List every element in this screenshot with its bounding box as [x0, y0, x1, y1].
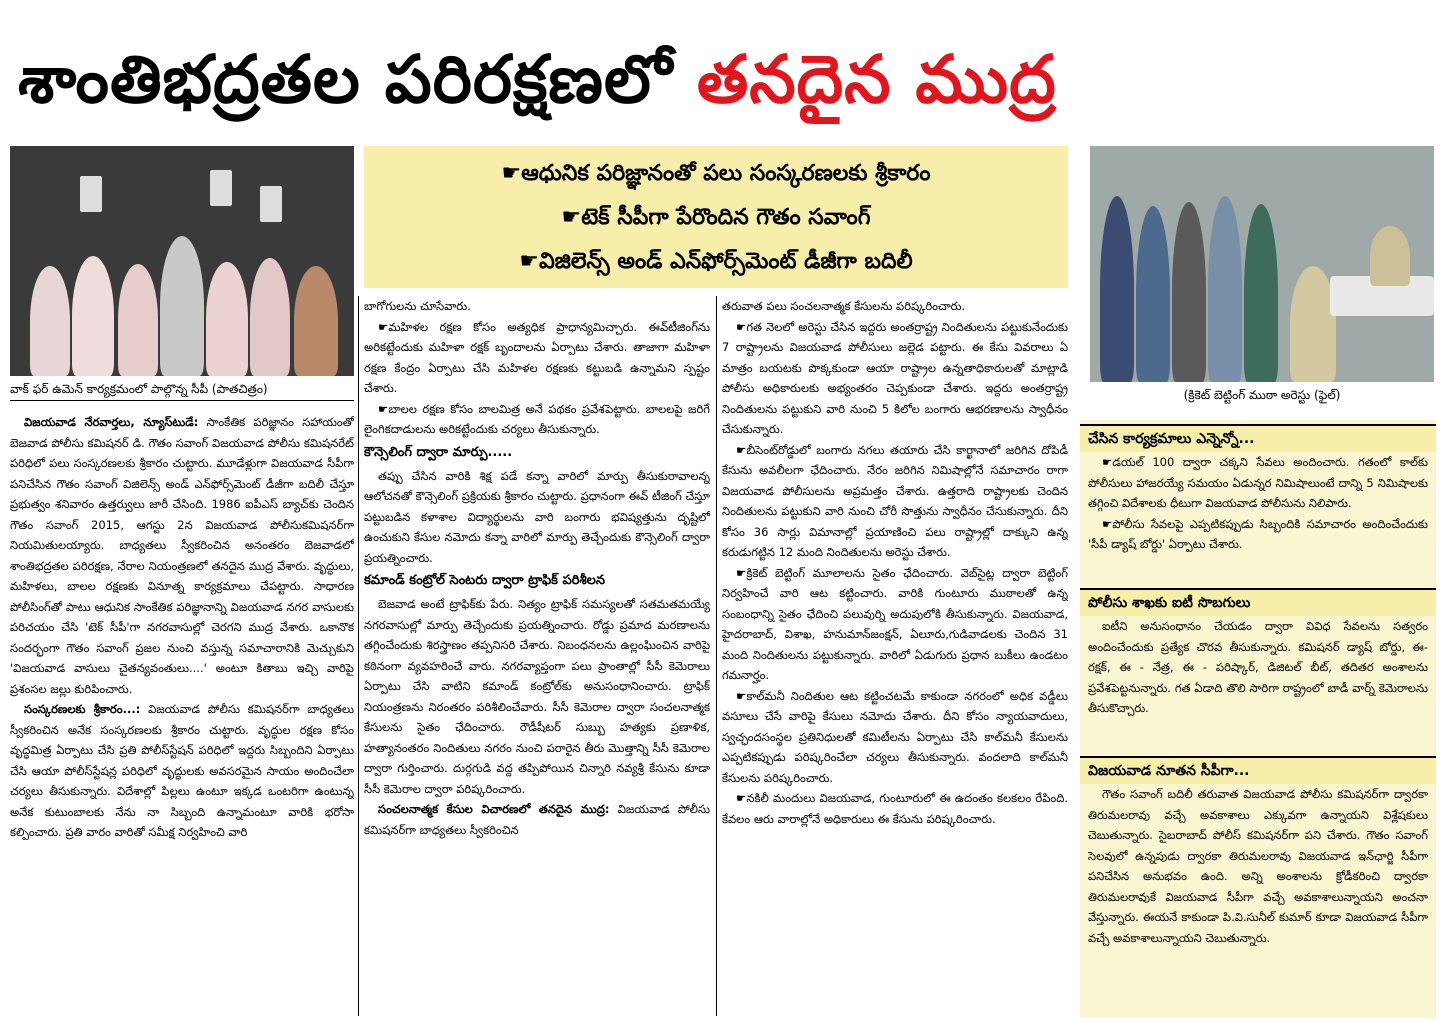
- headline-red: తనదైన ముద్ర: [696, 41, 1057, 118]
- left-photo-caption: వాక్ ఫర్ ఉమెన్ కార్యక్రమంలో పాల్గొన్న సీపీ (పాతచిత్రం): [10, 382, 268, 396]
- col1-subhead-1: సంస్కరణలకు శ్రీకారం...:: [24, 702, 141, 716]
- highlight-2: ☛ టెక్ సీపీగా పేరొందిన గౌతం సవాంగ్: [374, 196, 1058, 240]
- dateline: విజయవాడ నేరవార్తలు, న్యూస్‌టుడే:: [24, 415, 199, 429]
- box-programs-body: [1088, 452, 1428, 582]
- col3-paragraph-6: నకిలీ మందులు విజయవాడ, గుంటూరులో ఈ ఉదంతం కలకలం రేపింది. కేవలం ఆరు వారాల్లోనే అధికారులు ఈ కేసును పరిష్కరించారు.: [722, 791, 1068, 826]
- col3-paragraph-3: బీసెంట్‌రోడ్డులో బంగారు నగలు తయారు చేసి కార్ఖానాలో జరిగిన దోపిడీ కేసును అవలీలగా ఛేదించారు. నేరం జరిగిన నిమిషాల్లోనే సమాచారం రాగా విజయవాడ పోలీసులను అప్రమత్తం చేశారు. ఉత్తరాది రాష్ట్రాలకు చెందిన నిందితులను పట్టుకుని వారి నుంచి చోరీ సొత్తును స్వాధీనం చేసుకున్నారు. దీని కోసం 36 సార్లు విమానాల్లో ప్రయాణించి పలు రాష్ట్రాల్లో దాక్కుని ఉన్న కరుడుగట్టిన 12 మంది నిందితులను అరెస్టు చేశారు.: [722, 442, 1068, 559]
- col2-paragraph-1: బాగోగులను చూసేవారు.: [364, 299, 471, 313]
- column-2: [364, 296, 710, 1016]
- col1-paragraph-1: సాంకేతిక పరిజ్ఞానం సహాయంతో బెజవాడ పోలీసు కమిషనర్ డి. గౌతం సవాంగ్ విజయవాడ పోలీసు కమిషనరేట్ పరిధిలో పలు సంస్కరణలకు శ్రీకారం చుట్టారు. మూడేళ్లుగా విజయవాడ సీపీగా పనిచేసిన గౌతం సవాంగ్ విజిలెన్స్ అండ్ ఎన్‌ఫోర్స్‌మెంట్ డీజీగా బదిలీ చేస్తూ ప్రభుత్వం శనివారం ఉత్తర్వులు జారీ చేసింది. 1986 ఐపీఎస్ బ్యాచ్‌కు చెందిన గౌతం సవాంగ్ 2015, ఆగస్టు 2న విజయవాడ పోలీసుకమిషనర్‌గా నియమితులయ్యారు. బాధ్యతలు స్వీకరించిన అనంతరం బెజవాడలో శాంతిభద్రతల పరిరక్షణ, నేరాల నియంత్రణలో తనదైన ముద్ర వేశారు. వృద్ధులు, మహిళలు, బాలల రక్షణకు వినూత్న కార్యక్రమాలు చేపట్టారు. సాధారణ పోలీసింగ్‌తో పాటు ఆధునిక సాంకేతిక పరిజ్ఞానాన్ని విజయవాడ నగర వాసులకు పరిచయం చేసి 'టెక్ సీపీ'గా నగరవాసుల్లో చెరగని ముద్ర వేశారు. ఒకానొక సందర్భంగా గౌతం సవాంగ్ ప్రజల నుంచి వస్తున్న సమాచారానికి మెచ్చుకుని 'విజయవాడ వాసులు చైతన్యవంతులు....' అంటూ కితాబు ఇచ్చి వారిపై ప్రశంసల జల్లు కురిపించారు.: [10, 415, 354, 696]
- highlight-1: ☛ ఆధునిక పరిజ్ఞానంతో పలు సంస్కరణలకు శ్రీకారం: [374, 152, 1058, 196]
- column-3: [722, 296, 1068, 1016]
- left-photo: [10, 146, 354, 376]
- col2-paragraph-4: తప్పు చేసిన వారికి శిక్ష పడే కన్నా వారిలో మార్పు తీసుకురావాలన్న ఆలోచనతో కౌన్సెలింగ్ ప్రక్రియకు శ్రీకారం చుట్టారు. ప్రధానంగా ఈవ్ టీజింగ్ చేస్తూ పట్టుబడిన కళాశాల విద్యార్థులను వారి బంగారు భవిష్యత్తును దృష్టిలో ఉంచుకుని కేసుల నమోదు కన్నా వారిలో మార్పు తెచ్చేందుకు కౌన్సెలింగ్ ద్వారా ప్రయత్నించారు.: [364, 468, 710, 565]
- column-rule: [716, 296, 717, 1016]
- col2-paragraph-6: విజయవాడ పోలీసు కమిషనర్‌గా బాధ్యతలు స్వీకరించిన: [364, 802, 710, 837]
- highlights-box: [364, 146, 1068, 288]
- programs-bullet-1: డయల్ 100 ద్వారా చక్కని సేవలు అందించారు. గతంలో కాల్‌కు పోలీసులు హాజరయ్యే సమయం ఏడున్నర నిమిషాలుంటే దాన్ని 5 నిమిషాలకు తగ్గించి విదేశాలకు ధీటుగా విజయవాడ పోలీసును నిలిపారు.: [1088, 455, 1428, 510]
- box-head-programs: చేసిన కార్యక్రమాలు ఎన్నెన్నో...: [1080, 424, 1436, 452]
- it-paragraph: ఐటీని అనుసంధానం చేయడం ద్వారా వివిధ సేవలను సత్వరం అందించేందుకు ప్రత్యేక చొరవ తీసుకున్నారు. కమిషనర్ డ్యాష్ బోర్డు, ఈ- రక్షక్, ఈ - నేత్ర, ఈ - పరిష్కార్, డిజిటల్ బీట్, తదితర అంశాలను ప్రవేశపెట్టనున్నారు. గత ఏడాది తొలి సారిగా రాష్ట్రంలో బాడీ వార్న్ కెమెరాలను తీసుకొచ్చారు.: [1088, 619, 1428, 715]
- box-head-it: పోలీసు శాఖకు ఐటీ సొబగులు: [1080, 588, 1436, 616]
- box-new-cp-body: [1088, 784, 1428, 1016]
- programs-bullet-2: పోలీసు సేవలపై ఎప్పటికప్పుడు సిబ్బందికి సమాచారం అందించేందుకు 'సీపీ డ్యాష్ బోర్డు' ఏర్పాటు చేశారు.: [1088, 516, 1428, 551]
- new-cp-paragraph: గౌతం సవాంగ్ బదిలీ తరువాత విజయవాడ పోలీసు కమిషనర్‌గా ద్వారకా తిరుమలరావు వచ్చే అవకాశాలు ఎక్కువగా ఉన్నాయని విశ్లేషకులు చెబుతున్నారు. సైబరాబాద్ పోలీస్ కమిషనర్‌గా పని చేశారు. గౌతం సవాంగ్ సెలవులో ఉన్నపుడు ద్వారకా తిరుమలరావు విజయవాడ ఇన్‌ఛార్జి సీపీగా పనిచేసిన అనుభవం ఉంది. అన్ని అంశాలను క్రోడీకరించి ద్వారకా తిరుమలరావుకే విజయవాడ సీపీగా వచ్చే అవకాశాలున్నాయని అంచనా వేస్తున్నారు. ఈయనే కాకుండా పి.వి.సునీల్ కుమార్ కూడా విజయవాడ సీపీగా వచ్చే అవకాశాలున్నాయని చెబుతున్నారు.: [1088, 787, 1428, 945]
- box-head-new-cp: విజయవాడ నూతన సీపీగా...: [1080, 756, 1436, 784]
- headline-black: శాంతిభద్రతల పరిరక్షణలో: [18, 41, 673, 118]
- column-rule: [358, 296, 359, 1016]
- col1-paragraph-2: విజయవాడ పోలీసు కమిషనర్‌గా బాధ్యతలు స్వీకరించిన అనేక సంస్కరణలకు శ్రీకారం చుట్టారు. వృద్ధుల రక్షణ కోసం వృద్ధమిత్ర ఏర్పాటు చేసి ప్రతి పోలీస్‌స్టేషన్ పరిధిలో ఇద్దరు సిబ్బందిని ఏర్పాటు చేసి ఆయా పోలీస్‌స్టేషన్ల పరిధిలో వృద్ధులకు అవసరమైన సాయం అందించేలా చర్యలు తీసుకున్నారు. విదేశాల్లో పిల్లలు ఉంటూ ఇక్కడ ఒంటరిగా ఉంటున్న అనేక కుటుంబాలకు నేను నా సిబ్బంది ఉన్నామంటూ వారికి భరోసా కల్పించారు. ప్రతి వారం వారితో సమీక్ష నిర్వహించి వారి: [10, 702, 354, 839]
- col3-paragraph-4: క్రికెట్ బెట్టింగ్ మూలాలను సైతం ఛేదించారు. వెబ్‌సైట్ల ద్వారా బెట్టింగ్ నిర్వహించే వారి ఆట కట్టించారు. వారికి గుంటూరు ముఠాలతో ఉన్న సంబంధాన్ని సైతం ఛేదించి పలువుర్ని అదుపులోకి తీసుకున్నారు. విజయవాడ, హైదరాబాద్, విశాఖ, హనుమాన్‌జంక్షన్, ఏలూరు,గుడివాడలకు చెందిన 31 మంది నిందితులను పట్టుకున్నారు. వారిలో ఏడుగురు ప్రధాన బుకీలు ఉండటం గమనార్హం.: [722, 565, 1068, 682]
- col2-subhead-counselling: కౌన్సెలింగ్ ద్వారా మార్పు.....: [364, 444, 513, 460]
- col2-paragraph-3: బాలల రక్షణ కోసం బాలమిత్ర అనే పథకం ప్రవేశపెట్టారు. బాలలపై జరిగే లైంగికదాడులను అరికట్టేందుకు చర్యలు తీసుకున్నారు.: [364, 401, 710, 436]
- col2-paragraph-5: బెజవాడ అంటే ట్రాఫిక్‌కు పేరు. నిత్యం ట్రాఫిక్ సమస్యలతో సతమతమయ్యే నగరవాసుల్లో మార్పు తెచ్చేందుకు ప్రయత్నించారు. రోడ్డు ప్రమాద మరణాలను తగ్గించేందుకు శిరస్త్రాణం తప్పనిసరి చేశారు. నిబంధనలను ఉల్లంఘించిన వారిపై కఠినంగా వ్యవహరించే వారు. నగరవ్యాప్తంగా పలు ప్రాంతాల్లో సీసీ కెమెరాలు ఏర్పాటు చేసి వాటిని కమాండ్ కంట్రోల్‌కు అనుసంధానించారు. ట్రాఫిక్ నియంత్రణను నిరంతరం పరిశీలించేవారు. సీసీ కెమెరాల ద్వారా సంచలనాత్మక కేసులను సైతం ఛేదించారు. రౌడీషీటర్ సుబ్బు హత్యకు ప్రణాళిక, హత్యానంతరం నిందితులు నగరం నుంచి పరారైన తీరు మొత్తాన్ని సీసీ కెమెరాల ద్వారా గుర్తించారు. దుర్గగుడి వద్ద తప్పిపోయిన చిన్నారి నవ్యశ్రీ కేసును కూడా సీసీ కెమెరాల ద్వారా పరిష్కరించారు.: [364, 597, 710, 796]
- col3-paragraph-2: గత నెలలో అరెస్టు చేసిన ఇద్దరు అంతర్రాష్ట్ర నిందితులను పట్టుకునేందుకు 7 రాష్ట్రాలను విజయవాడ పోలీసులు జల్లెడ పట్టారు. ఈ కేసు వివరాలు ఏ మాత్రం బయటకు పొక్కకుండా ఆయా రాష్ట్రాల ఉన్నతాధికారులతో మాట్లాడి పోలీసు అధికారులకు అభ్యంతరం చెప్పకుండా చేశారు. ఇద్దరు అంతర్రాష్ట్ర నిందితులను పట్టుకుని వారి నుంచి 5 కిలోల బంగారు ఆభరణాలను స్వాధీనం చేసుకున్నారు.: [722, 319, 1068, 436]
- col2-paragraph-2: మహిళల రక్షణ కోసం అత్యధిక ప్రాధాన్యమిచ్చారు. ఈవ్‌టీజింగ్‌ను అరికట్టేందుకు మహిళా రక్షక్ బృందాలను ఏర్పాటు చేశారు. తాజాగా మహిళా రక్షణ కేంద్రం ఏర్పాటు చేసి మహిళల రక్షణకు కట్టుబడి ఉన్నామని స్పష్టం చేశారు.: [364, 319, 710, 395]
- col2-subhead-sensational: సంచలనాత్మక కేసుల విచారణలో తనదైన ముద్ర:: [378, 802, 610, 816]
- headline: [18, 30, 1428, 130]
- col3-paragraph-5: కాల్‌మనీ నిందితుల ఆట కట్టించటమే కాకుండా నగరంలో అధిక వడ్డీలు వసూలు చేసే వారిపై కేసులు నమోదు చేశారు. దీని కోసం న్యాయవాదులు, స్వచ్ఛందసంస్థల ప్రతినిధులతో కమిటీలను ఏర్పాటు చేసి కాల్‌మనీ కేసులను ఎప్పటికప్పుడు పరిష్కరించేలా చర్యలు తీసుకున్నారు. వందలాది కాల్‌మనీ కేసులను పరిష్కరించారు.: [722, 688, 1068, 785]
- col3-paragraph-1: తరువాత పలు సంచలనాత్మక కేసులను పరిష్కరించారు.: [722, 299, 966, 313]
- column-1: [10, 412, 354, 1017]
- col2-subhead-command-control: కమాండ్ కంట్రోల్ సెంటరు ద్వారా ట్రాఫిక్ పరిశీలన: [364, 573, 605, 588]
- right-photo-caption: (క్రికెట్ బెట్టింగ్ ముఠా అరెస్టు (ఫైల్): [1183, 388, 1341, 402]
- right-photo: [1090, 146, 1434, 382]
- divider: [10, 400, 354, 401]
- highlight-3: ☛ విజిలెన్స్ అండ్ ఎన్‌ఫోర్స్‌మెంట్ డీజీగా బదిలీ: [374, 240, 1058, 284]
- box-it-body: [1088, 616, 1428, 752]
